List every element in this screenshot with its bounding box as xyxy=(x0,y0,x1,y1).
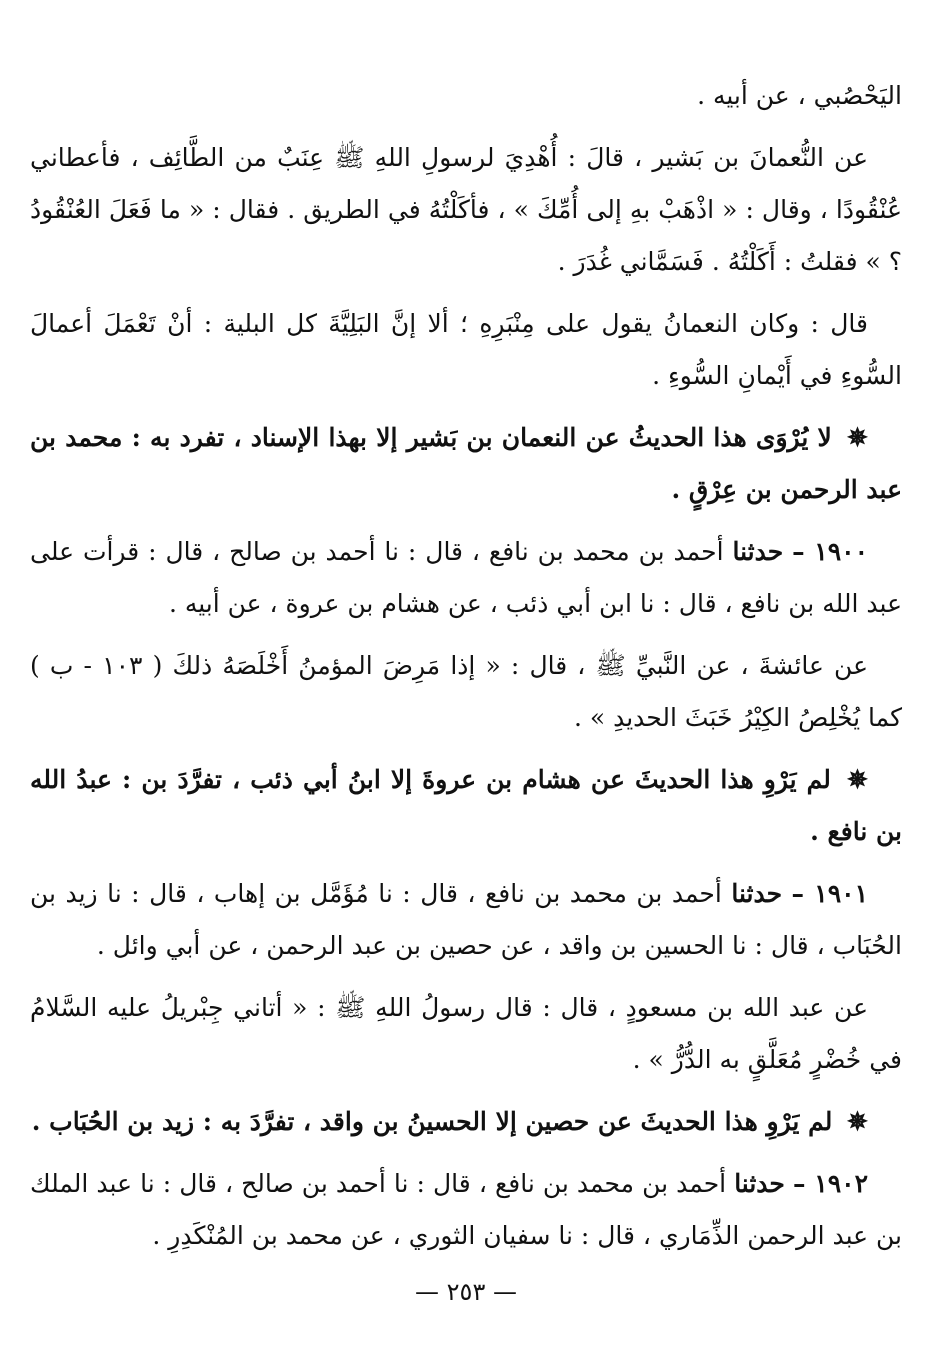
paragraph-commentary xyxy=(30,754,902,858)
hadith-number: ١٩٠٠ – xyxy=(792,537,868,566)
paragraph-hadith-text xyxy=(30,982,902,1086)
paragraph-hadith-text xyxy=(30,640,902,744)
paragraph-hadith-chain xyxy=(30,526,902,630)
paragraph-hadith-chain xyxy=(30,868,902,972)
paragraph-continuation xyxy=(30,70,902,122)
paragraph-hadith-chain xyxy=(30,1158,902,1262)
paragraph-hadith-text xyxy=(30,132,902,288)
paragraph-text: أحمد بن محمد بن نافع ، قال : نا أحمد بن صالح ، قال : قرأت على عبد الله بن نافع ، قال : نا ابن أبي ذئب ، عن هشام بن عروة ، عن أبيه . xyxy=(30,537,902,618)
paragraph-text: اليَحْصُبي ، عن أبيه . xyxy=(697,81,902,110)
hadith-number: ١٩٠٢ – xyxy=(792,1169,869,1198)
paragraph-text: أحمد بن محمد بن نافع ، قال : نا أحمد بن صالح ، قال : نا عبد الملك بن عبد الرحمن الذِّمَاري ، قال : نا سفيان الثوري ، عن محمد بن المُنْكَدِرِ . xyxy=(30,1169,902,1250)
paragraph-hadith-text xyxy=(30,298,902,402)
hadith-number: ١٩٠١ – xyxy=(791,879,869,908)
hadith-keyword: حدثنا xyxy=(734,1169,785,1198)
hadith-keyword: حدثنا xyxy=(731,879,783,908)
hadith-keyword: حدثنا xyxy=(732,537,784,566)
paragraph-text: عن عائشةَ ، عن النَّبيِّ ﷺ ، قال : « إذا مَرِضَ المؤمنُ أَخْلَصَهُ ذلكَ ( ١٠٣ - ب ) كما يُخْلِصُ الكِيْرُ خَبَثَ الحديدِ » . xyxy=(30,651,902,732)
star-icon: ✵ xyxy=(847,1107,868,1136)
paragraph-text: أحمد بن محمد بن نافع ، قال : نا مُؤَمَّل بن إهاب ، قال : نا زيد بن الحُبَاب ، قال : نا الحسين بن واقد ، عن حصين بن عبد الرحمن ، عن أبي وائل . xyxy=(30,879,902,960)
paragraph-commentary xyxy=(30,412,902,516)
paragraph-text: لم يَرْوِ هذا الحديثَ عن هشام بن عروةَ إلا ابنُ أبي ذئب ، تفرَّدَ بن : عبدُ الله بن نافع . xyxy=(30,765,902,846)
paragraph-commentary xyxy=(30,1096,902,1148)
paragraph-text: قال : وكان النعمانُ يقول على مِنْبَرِهِ ؛ ألا إنَّ البَلِيَّةَ كل البلية : أنْ تَعْمَلَ أعمالَ السُّوءِ في أَيْمانِ السُّوءِ . xyxy=(30,309,902,390)
paragraph-text: لا يُرْوَى هذا الحديثُ عن النعمان بن بَشير إلا بهذا الإسناد ، تفرد به : محمد بن عبد الرحمن بن عِرْقٍ . xyxy=(30,423,902,504)
star-icon: ✵ xyxy=(847,765,868,794)
page-number: — ٢٥٣ — xyxy=(415,1278,517,1306)
paragraph-text: عن عبد الله بن مسعودٍ ، قال : قال رسولُ اللهِ ﷺ : « أتاني جِبْريلُ عليه السَّلامُ في خُضْرٍ مُعَلَّقٍ به الدُّرُّ » . xyxy=(30,993,902,1074)
paragraph-text: عن النُّعمانَ بن بَشير ، قالَ : أُهْدِيَ لرسولِ اللهِ ﷺ عِنَبٌ من الطَّائِف ، فأعطاني عُنْقُودًا ، وقال : « اذْهَبْ بهِ إلى أُمِّكَ » ، فأكَلْتُهُ في الطريق . فقال : « ما فَعَلَ العُنْقُودُ ؟ » فقلتُ : أَكَلْتُهُ . فَسَمَّاني غُدَرَ . xyxy=(30,143,902,276)
paragraph-text: لم يَرْوِ هذا الحديثَ عن حصين إلا الحسينُ بن واقد ، تفرَّدَ به : زيد بن الحُبَاب . xyxy=(31,1107,833,1136)
star-icon: ✵ xyxy=(847,423,868,452)
